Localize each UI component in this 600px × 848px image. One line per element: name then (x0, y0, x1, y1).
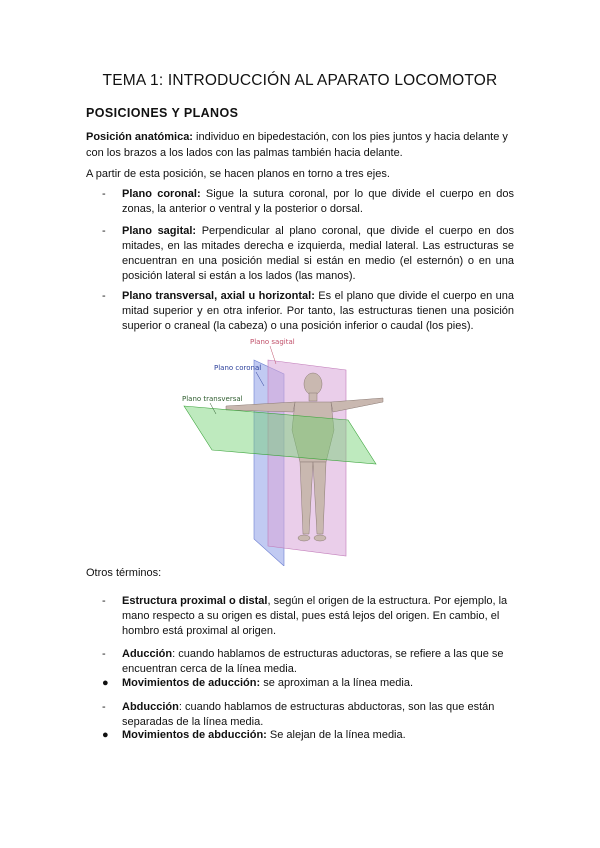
other-terms-heading: Otros términos: (86, 567, 162, 579)
term-name: Aducción (122, 648, 173, 660)
anatomical-planes-illustration (176, 334, 390, 566)
plane-text: Es el plano que divide el cuerpo en una mitad superior y en otra inferior. Por tanto, las estructuras tienen una posición superior o craneal (la cabeza) o una posición inferior o caudal (los pies). (122, 290, 514, 332)
transverse-plane-shape (184, 406, 376, 464)
list-bullet: - (102, 701, 106, 713)
plane-item-sagital (86, 224, 514, 284)
plane-term: Plano coronal: (122, 188, 201, 200)
section-heading: POSICIONES Y PLANOS (86, 106, 239, 120)
term-item-mov-aduccion (86, 676, 514, 691)
plane-item-coronal (86, 187, 514, 217)
term-item-abduccion (86, 700, 514, 730)
plane-text: Sigue la sutura coronal, por lo que divide el cuerpo en dos zonas, la anterior o ventral y la posterior o dorsal. (122, 188, 515, 215)
term-name: Movimientos de aducción: (122, 677, 261, 689)
term-item-mov-abduccion (86, 728, 514, 743)
list-bullet: - (102, 225, 106, 237)
intro-paragraph: A partir de esta posición, se hacen planos en torno a tres ejes. (86, 168, 390, 180)
list-bullet: - (102, 188, 106, 200)
term-name: Abducción (122, 701, 179, 713)
plane-text: Perpendicular al plano coronal, que divide el cuerpo en dos mitades, en las mitades derecha e izquierda, medial lateral. Las estructuras se encuentran en una posición medial si están en medio (el esternón) o en una posición lateral si están a los lados (las manos). (122, 225, 514, 282)
term-name: Movimientos de abducción: (122, 729, 267, 741)
term-text: se aproximan a la línea media. (260, 677, 414, 689)
term-text: : cuando hablamos de estructuras abductoras, son las que están separadas de la línea media. (122, 701, 495, 728)
term-name: Estructura proximal o distal (122, 595, 268, 607)
list-bullet: ● (102, 677, 109, 689)
list-bullet: - (102, 290, 106, 302)
list-bullet: ● (102, 729, 109, 741)
anatomical-position-term: Posición anatómica: (86, 131, 193, 143)
term-text: Se alejan de la línea media. (266, 729, 406, 741)
label-sagital: Plano sagital (250, 338, 295, 346)
page-title: TEMA 1: INTRODUCCIÓN AL APARATO LOCOMOTOR (102, 72, 498, 89)
anatomical-planes-figure (176, 334, 390, 566)
term-item-aduccion (86, 647, 514, 677)
plane-term: Plano sagital: (122, 225, 197, 237)
anatomical-position-paragraph (86, 130, 514, 161)
list-bullet: - (102, 648, 106, 660)
label-transversal: Plano transversal (182, 395, 243, 403)
term-item-proximal-distal (86, 594, 514, 639)
list-bullet: - (102, 595, 106, 607)
term-text: : cuando hablamos de estructuras aductoras, se refiere a las que se encuentran cerca de la línea media. (122, 648, 504, 675)
anatomical-position-text: individuo en bipedestación, con los pies juntos y hacia delante y con los brazos a los lados con las palmas también hacia delante. (86, 131, 508, 159)
plane-term: Plano transversal, axial u horizontal: (122, 290, 315, 302)
term-text: , según el origen de la estructura. Por ejemplo, la mano respecto a su origen es distal, pues está lejos del origen. En cambio, el hombro está proximal al origen. (122, 595, 508, 637)
plane-item-transversal (86, 289, 514, 334)
label-coronal: Plano coronal (214, 364, 262, 372)
